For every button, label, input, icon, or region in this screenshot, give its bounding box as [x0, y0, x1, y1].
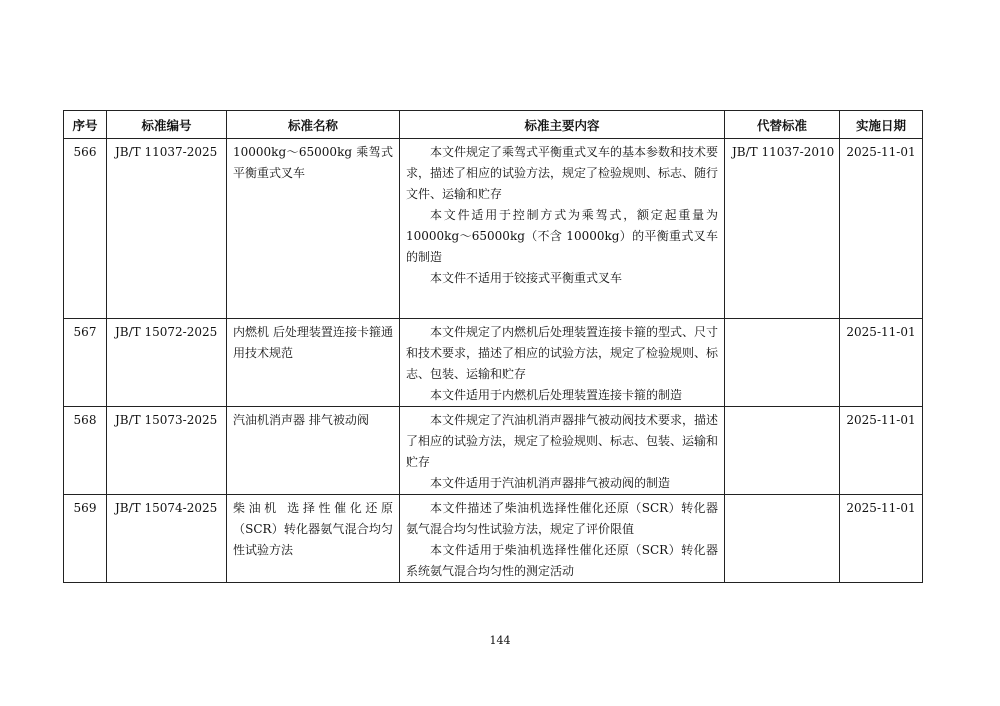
- content-paragraph: 本文件描述了柴油机选择性催化还原（SCR）转化器氨气混合均匀性试验方法，规定了评价限值: [406, 501, 718, 536]
- row-seq: 568: [64, 407, 107, 495]
- row-code: JB/T 15073-2025: [107, 407, 227, 495]
- content-paragraph: 本文件适用于控制方式为乘驾式，额定起重量为10000kg～65000kg（不含 10000kg）的平衡重式叉车的制造: [406, 208, 718, 264]
- table-header-row: [64, 111, 923, 139]
- table-row: [64, 495, 923, 583]
- table-row: [64, 407, 923, 495]
- row-seq: 569: [64, 495, 107, 583]
- row-seq: 566: [64, 139, 107, 319]
- standards-table: [63, 110, 923, 583]
- row-code: JB/T 15074-2025: [107, 495, 227, 583]
- row-name: 汽油机消声器 排气被动阀: [227, 407, 400, 495]
- header-date: 实施日期: [840, 111, 923, 139]
- row-replaces: [725, 319, 840, 407]
- content-paragraph: 本文件规定了内燃机后处理装置连接卡箍的型式、尺寸和技术要求，描述了相应的试验方法，规定了检验规则、标志、包装、运输和贮存: [406, 325, 719, 381]
- header-seq: 序号: [64, 111, 107, 139]
- header-code: 标准编号: [107, 111, 227, 139]
- row-content: [400, 495, 725, 583]
- content-paragraph: 本文件适用于柴油机选择性催化还原（SCR）转化器系统氨气混合均匀性的测定活动: [406, 543, 718, 578]
- header-name: 标准名称: [227, 111, 400, 139]
- content-paragraph: 本文件不适用于铰接式平衡重式叉车: [430, 271, 623, 285]
- table-row: [64, 319, 923, 407]
- row-date: 2025-11-01: [840, 407, 923, 495]
- header-replaces: 代替标准: [725, 111, 840, 139]
- content-paragraph: 本文件规定了汽油机消声器排气被动阀技术要求，描述了相应的试验方法，规定了检验规则、标志、包装、运输和贮存: [406, 413, 719, 469]
- row-replaces: [725, 407, 840, 495]
- row-code: JB/T 15072-2025: [107, 319, 227, 407]
- content-paragraph: 本文件规定了乘驾式平衡重式叉车的基本参数和技术要求，描述了相应的试验方法，规定了检验规则、标志、随行文件、运输和贮存: [406, 145, 719, 201]
- row-name: 柴油机 选择性催化还原（SCR）转化器氨气混合均匀性试验方法: [227, 495, 400, 583]
- row-replaces: [725, 495, 840, 583]
- table-row: [64, 139, 923, 319]
- row-content: [400, 407, 725, 495]
- row-name: 内燃机 后处理装置连接卡箍通用技术规范: [227, 319, 400, 407]
- row-content: [400, 139, 725, 319]
- content-paragraph: 本文件适用于汽油机消声器排气被动阀的制造: [430, 476, 671, 490]
- row-name: 10000kg～65000kg 乘驾式平衡重式叉车: [227, 139, 400, 319]
- content-paragraph: 本文件适用于内燃机后处理装置连接卡箍的制造: [430, 388, 683, 402]
- row-date: 2025-11-01: [840, 139, 923, 319]
- row-date: 2025-11-01: [840, 319, 923, 407]
- row-seq: 567: [64, 319, 107, 407]
- row-content: [400, 319, 725, 407]
- header-content: 标准主要内容: [400, 111, 725, 139]
- row-date: 2025-11-01: [840, 495, 923, 583]
- row-replaces: JB/T 11037-2010: [725, 139, 840, 319]
- row-code: JB/T 11037-2025: [107, 139, 227, 319]
- page-number: 144: [489, 634, 511, 647]
